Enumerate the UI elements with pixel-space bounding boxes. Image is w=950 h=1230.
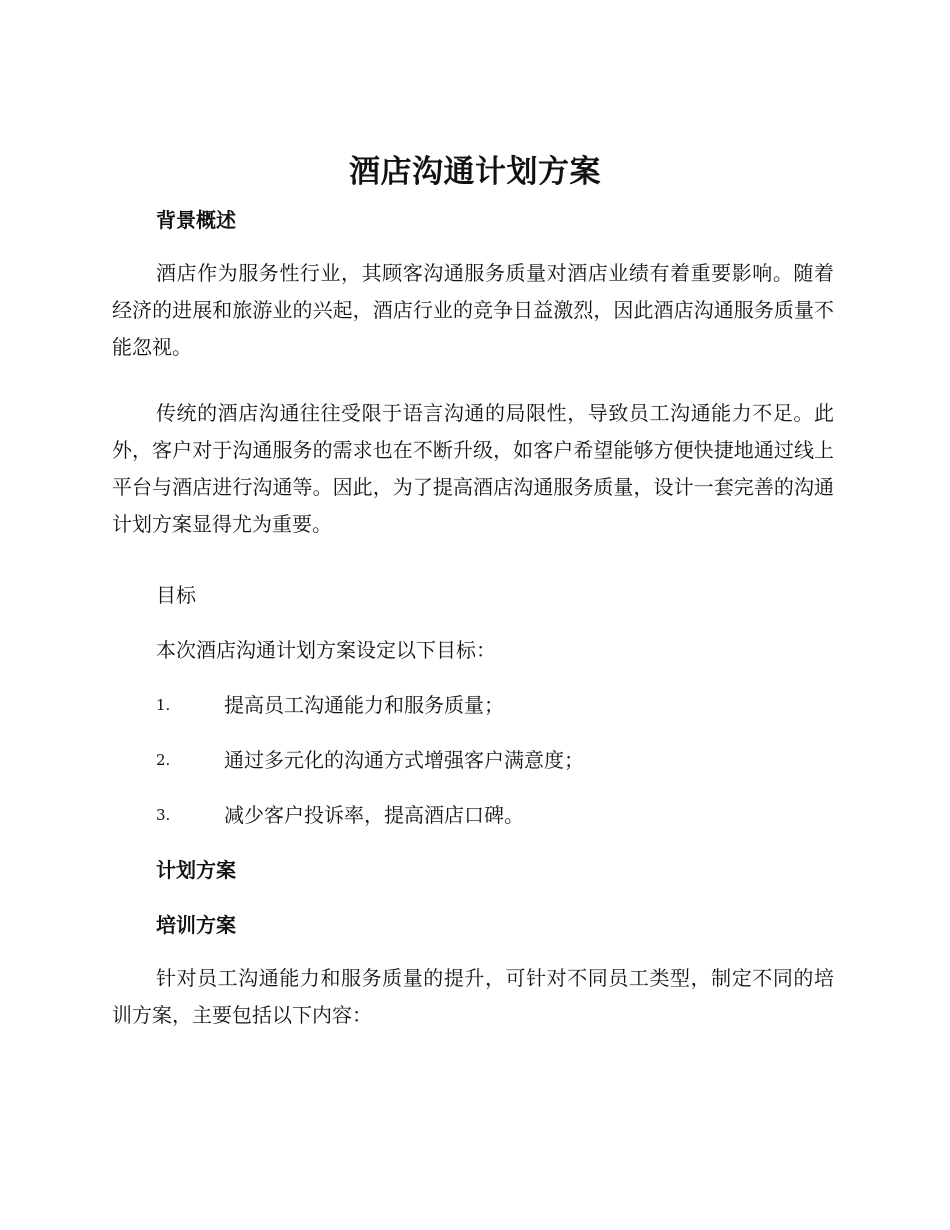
background-paragraph-1: 酒店作为服务性行业，其顾客沟通服务质量对酒店业绩有着重要影响。随着经济的进展和旅游业的兴起，酒店行业的竞争日益激烈，因此酒店沟通服务质量不能忽视。 <box>112 261 834 359</box>
background-paragraph-2: 传统的酒店沟通往往受限于语言沟通的局限性，导致员工沟通能力不足。此外，客户对于沟通服务的需求也在不断升级，如客户希望能够方便快捷地通过线上平台与酒店进行沟通等。因此，为了提高酒店沟通服务质量，设计一套完善的沟通计划方案显得尤为重要。 <box>112 401 834 536</box>
list-number: 3. <box>156 806 171 824</box>
training-paragraph: 针对员工沟通能力和服务质量的提升，可针对不同员工类型，制定不同的培训方案，主要包括以下内容： <box>112 966 834 1027</box>
list-number: 1. <box>156 696 171 714</box>
list-text: 通过多元化的沟通方式增强客户满意度； <box>224 748 584 772</box>
goal-list-item <box>156 690 836 720</box>
goals-intro: 本次酒店沟通计划方案设定以下目标： <box>156 638 496 662</box>
list-number: 2. <box>156 751 171 769</box>
section-heading-background: 背景概述 <box>156 208 236 232</box>
section-heading-plan: 计划方案 <box>156 858 236 882</box>
list-text: 减少客户投诉率，提高酒店口碑。 <box>224 803 524 827</box>
section-heading-goals: 目标 <box>156 583 196 607</box>
list-text: 提高员工沟通能力和服务质量； <box>224 693 504 717</box>
document-title: 酒店沟通计划方案 <box>349 154 601 190</box>
goal-list-item <box>156 800 836 830</box>
subsection-heading-training: 培训方案 <box>156 913 236 937</box>
goal-list-item <box>156 745 836 775</box>
